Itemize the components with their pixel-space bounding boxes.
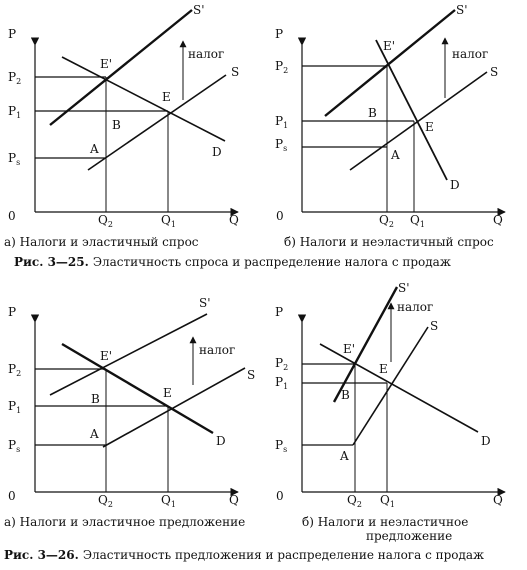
eq-taxed-label: E' — [343, 342, 356, 356]
caption-inelastic-supply-line1: б) Налоги и неэластичное — [302, 515, 469, 529]
p2-sub: 2 — [283, 66, 289, 75]
eq-label: E — [162, 90, 171, 104]
ps-label: P — [8, 151, 17, 165]
figure-text-1: Эластичность спроса и распределение налога с продаж — [92, 255, 451, 269]
panel-elastic-demand — [8, 3, 239, 229]
q2-label: Q — [98, 213, 108, 227]
tax-label: налог — [452, 47, 489, 61]
q1-sub: 1 — [389, 500, 395, 509]
price-axis-label: P — [8, 305, 17, 319]
q1-label: Q — [410, 213, 420, 227]
ps-sub: s — [283, 445, 288, 454]
origin-label: 0 — [8, 209, 16, 223]
q2-label: Q — [347, 493, 357, 507]
svg-text:Q1 — [410, 213, 425, 229]
price-axis-label: P — [8, 27, 17, 41]
caption-elastic-supply: а) Налоги и эластичное предложение — [4, 515, 246, 529]
supply-label: S — [430, 319, 439, 333]
q1-label: Q — [161, 213, 171, 227]
svg-text:Q2 — [347, 493, 362, 509]
eq-taxed-label: E' — [100, 349, 113, 363]
panel-inelastic-demand — [275, 3, 505, 229]
origin-label: 0 — [8, 489, 16, 503]
demand-label: D — [216, 434, 226, 448]
point-a-label: A — [90, 427, 99, 441]
svg-text:P1 — [275, 114, 288, 130]
p1-sub: 1 — [16, 111, 22, 120]
point-a-label: A — [340, 449, 349, 463]
p2-sub: 2 — [16, 77, 22, 86]
p1-sub: 1 — [283, 382, 289, 391]
p1-label: P — [8, 399, 17, 413]
supply-label: S — [231, 65, 240, 79]
supply-taxed-line — [50, 10, 192, 125]
eq-taxed-label: E' — [383, 39, 396, 53]
supply-taxed-label: S' — [193, 3, 205, 17]
q1-label: Q — [161, 493, 171, 507]
p1-label: P — [275, 114, 284, 128]
ps-sub: s — [16, 158, 21, 167]
ps-label: P — [275, 137, 284, 151]
demand-line — [62, 57, 225, 141]
price-axis-label: P — [275, 305, 284, 319]
tax-label: налог — [397, 300, 434, 314]
demand-label: D — [481, 434, 491, 448]
supply-label: S — [490, 65, 499, 79]
ps-label: P — [275, 438, 284, 452]
quantity-axis-label: Q — [229, 213, 239, 227]
svg-text:Q2 — [379, 213, 394, 229]
panel-elastic-supply — [8, 296, 255, 509]
p1-sub: 1 — [283, 121, 289, 130]
p1-label: P — [275, 375, 284, 389]
quantity-axis-label: Q — [229, 493, 239, 507]
price-axis-label: P — [275, 27, 284, 41]
svg-text:Ps — [275, 438, 287, 454]
supply-label: S — [247, 368, 256, 382]
tax-label: налог — [199, 343, 236, 357]
point-b-label: B — [112, 118, 121, 132]
figure-text-2: Эластичность предложения и распределение налога с продаж — [82, 548, 485, 562]
demand-label: D — [450, 178, 460, 192]
eq-label: E — [425, 120, 434, 134]
q2-label: Q — [379, 213, 389, 227]
svg-text:P2 — [8, 362, 21, 378]
supply-taxed-label: S' — [456, 3, 468, 17]
p2-label: P — [275, 356, 284, 370]
origin-label: 0 — [276, 209, 284, 223]
svg-text:Ps — [8, 151, 20, 167]
point-a-label: A — [391, 148, 400, 162]
ps-sub: s — [283, 144, 288, 153]
svg-text:P1 — [275, 375, 288, 391]
figure-title-2 — [4, 548, 484, 562]
figure-number-1: Рис. 3—25. — [14, 255, 89, 269]
svg-text:P2 — [275, 356, 288, 372]
point-a-label: A — [90, 142, 99, 156]
svg-text:P1 — [8, 104, 21, 120]
point-b-label: B — [341, 388, 350, 402]
p2-sub: 2 — [16, 369, 22, 378]
svg-text:Ps — [8, 438, 20, 454]
q1-label: Q — [380, 493, 390, 507]
svg-text:Q1 — [161, 493, 176, 509]
demand-line — [62, 344, 213, 433]
supply-taxed-label: S' — [398, 281, 410, 295]
svg-text:P2 — [275, 59, 288, 75]
ps-sub: s — [16, 445, 21, 454]
p2-label: P — [8, 70, 17, 84]
tax-label: налог — [188, 47, 225, 61]
demand-label: D — [212, 145, 222, 159]
caption-inelastic-demand: б) Налоги и неэластичный спрос — [284, 235, 494, 249]
panel-inelastic-supply — [275, 281, 505, 509]
q1-sub: 1 — [419, 220, 425, 229]
p2-label: P — [8, 362, 17, 376]
quantity-axis-label: Q — [493, 493, 503, 507]
p2-label: P — [275, 59, 284, 73]
svg-text:Q2 — [98, 493, 113, 509]
caption-elastic-demand: а) Налоги и эластичный спрос — [4, 235, 199, 249]
p1-sub: 1 — [16, 406, 22, 415]
supply-taxed-line — [325, 10, 455, 116]
caption-inelastic-supply-line2: предложение — [366, 529, 453, 543]
q2-sub: 2 — [107, 220, 113, 229]
p1-label: P — [8, 104, 17, 118]
q2-sub: 2 — [356, 500, 362, 509]
q1-sub: 1 — [170, 500, 176, 509]
q1-sub: 1 — [170, 220, 176, 229]
svg-text:Ps — [275, 137, 287, 153]
svg-text:P1 — [8, 399, 21, 415]
point-b-label: B — [368, 106, 377, 120]
eq-taxed-label: E' — [100, 57, 113, 71]
q2-sub: 2 — [388, 220, 394, 229]
q2-label: Q — [98, 493, 108, 507]
svg-text:Q1 — [161, 213, 176, 229]
supply-line — [88, 75, 226, 170]
ps-label: P — [8, 438, 17, 452]
origin-label: 0 — [276, 489, 284, 503]
q2-sub: 2 — [107, 500, 113, 509]
eq-label: E — [163, 386, 172, 400]
supply-taxed-label: S' — [199, 296, 211, 310]
svg-text:Q1 — [380, 493, 395, 509]
p2-sub: 2 — [283, 363, 289, 372]
svg-text:P2 — [8, 70, 21, 86]
quantity-axis-label: Q — [493, 213, 503, 227]
point-b-label: B — [91, 392, 100, 406]
eq-label: E — [379, 362, 388, 376]
svg-text:Q2 — [98, 213, 113, 229]
figure-number-2: Рис. 3—26. — [4, 548, 79, 562]
figure-title-1 — [14, 255, 451, 269]
